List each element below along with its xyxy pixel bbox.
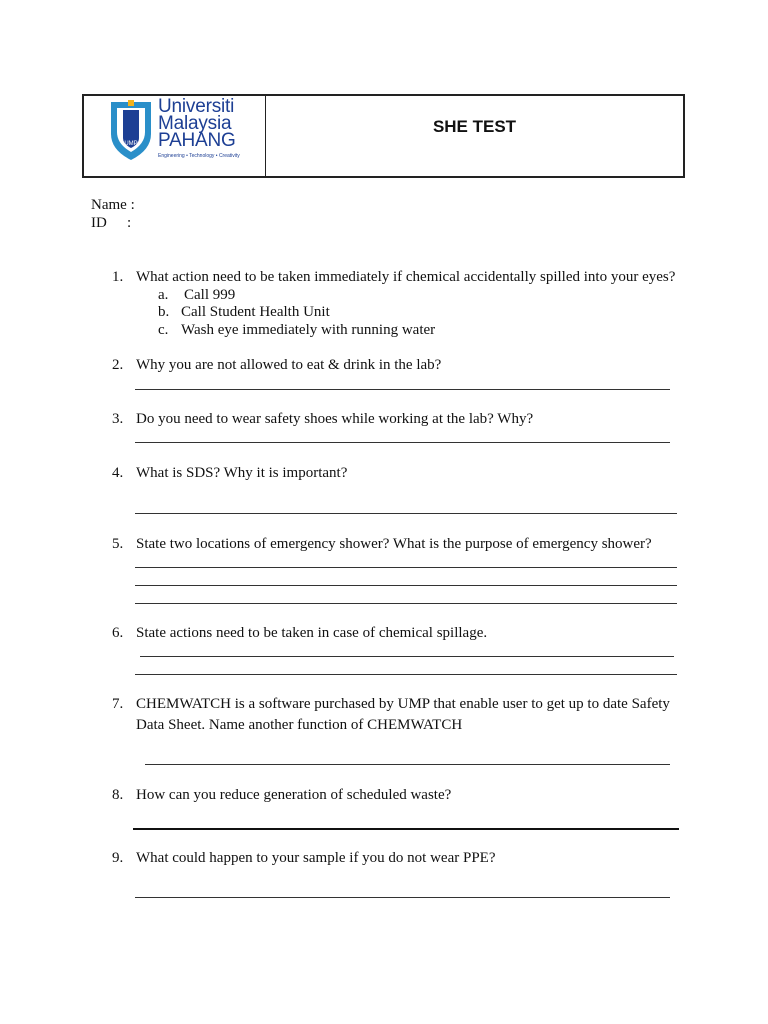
id-label: ID [91,215,107,231]
question-number: 1. [112,269,124,285]
page-title: SHE TEST [432,117,517,136]
option-letter: a. [158,287,169,303]
question-text-line-1: CHEMWATCH is a software purchased by UMP that enable user to get up to date Safety [136,696,670,712]
answer-line[interactable] [145,764,670,765]
answer-line[interactable] [135,567,677,568]
option-text: Call 999 [184,287,236,303]
logo-line-2: Malaysia [158,113,232,134]
question-number: 7. [112,696,124,712]
logo-tagline: Engineering • Technology • Creativity [158,153,240,159]
question-number: 4. [112,465,124,481]
answer-line[interactable] [135,442,670,443]
name-label: Name : [91,197,135,213]
question-number: 5. [112,536,124,552]
title-cell [266,96,683,176]
option-text: Wash eye immediately with running water [181,322,436,338]
id-colon: : [127,215,132,231]
header-table [82,94,685,178]
question-text: Why you are not allowed to eat & drink in the lab? [136,357,442,373]
question-number: 6. [112,625,124,641]
logo-badge: UMP [124,141,138,147]
logo-line-3: PAHANG [158,130,236,151]
question-text: State two locations of emergency shower? What is the purpose of emergency shower? [136,536,652,552]
question-text: Do you need to wear safety shoes while working at the lab? Why? [136,411,534,427]
logo-line-1: Universiti [158,96,235,117]
question-text-line-2: Data Sheet. Name another function of CHEMWATCH [136,717,463,733]
answer-line[interactable] [135,389,670,390]
option-letter: b. [158,304,170,320]
question-text: What is SDS? Why it is important? [136,465,348,481]
question-text: What action need to be taken immediately if chemical accidentally spilled into your eyes? [136,269,676,285]
logo-wordmark [158,98,240,159]
answer-line[interactable] [135,897,670,898]
option-letter: c. [158,322,169,338]
question-number: 8. [112,787,124,803]
answer-line[interactable] [140,656,674,657]
answer-line[interactable] [135,585,677,586]
question-number: 3. [112,411,124,427]
answer-line[interactable] [135,674,677,675]
answer-line[interactable] [135,603,677,604]
question-number: 9. [112,850,124,866]
question-text: What could happen to your sample if you do not wear PPE? [136,850,496,866]
question-text: State actions need to be taken in case of chemical spillage. [136,625,488,641]
answer-line[interactable] [135,513,677,514]
option-text: Call Student Health Unit [181,304,330,320]
question-text: How can you reduce generation of scheduled waste? [136,787,452,803]
logo-cell [84,96,266,176]
answer-line[interactable] [133,828,679,830]
university-logo-icon [108,98,154,162]
question-number: 2. [112,357,124,373]
